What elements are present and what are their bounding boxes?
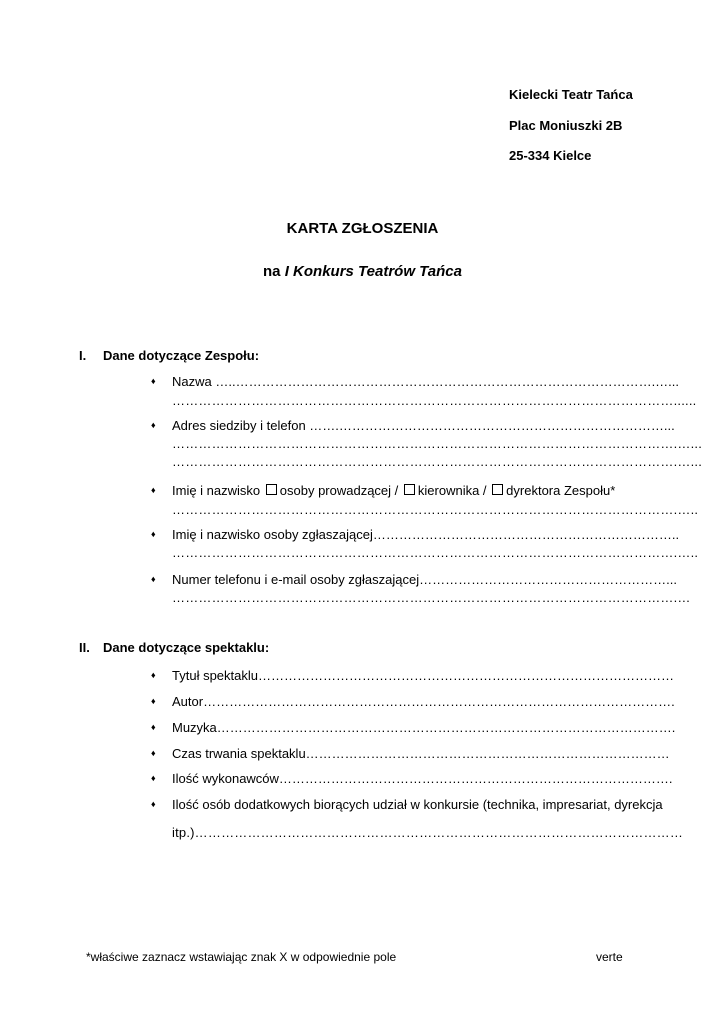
bullet-icon: ♦ bbox=[151, 574, 156, 584]
section-1-number: I. bbox=[79, 348, 87, 363]
field-adres-line-2[interactable]: …………………………………………………………………………………………………….…... bbox=[172, 436, 703, 451]
field-nazwa-line-2[interactable]: ……………………………………………………………………………………………………...... bbox=[172, 393, 697, 408]
bullet-icon: ♦ bbox=[151, 376, 156, 386]
field-telefon-email-line-2[interactable]: …………………………………………………………………………………………………….… bbox=[172, 590, 691, 605]
field-nazwa[interactable]: Nazwa …..…………………………………………………………………………………….…... bbox=[172, 374, 680, 389]
role-prowadzacy-label: osoby prowadzącej / bbox=[279, 483, 399, 498]
bullet-icon: ♦ bbox=[151, 529, 156, 539]
field-telefon-email[interactable]: Numer telefonu i e-mail osoby zgłaszającej…………………………………………………... bbox=[172, 572, 677, 587]
section-1-title: Dane dotyczące Zespołu: bbox=[103, 348, 260, 363]
field-autor[interactable]: Autor………………………………………………………………………………………………. bbox=[172, 694, 675, 709]
footnote: *właściwe zaznacz wstawiając znak X w odpowiednie pole bbox=[86, 950, 397, 964]
role-label: Imię i nazwisko bbox=[172, 483, 261, 498]
bullet-icon: ♦ bbox=[151, 773, 156, 783]
bullet-icon: ♦ bbox=[151, 799, 156, 809]
bullet-icon: ♦ bbox=[151, 670, 156, 680]
bullet-icon: ♦ bbox=[151, 420, 156, 430]
checkbox-prowadzacy[interactable] bbox=[266, 484, 277, 495]
field-osoby-dodatkowe: Ilość osób dodatkowych biorących udział w konkursie (technika, impresariat, dyrekcja bbox=[172, 797, 663, 812]
subtitle-prefix: na bbox=[263, 263, 285, 280]
address-line-2: Plac Moniuszki 2B bbox=[509, 118, 623, 133]
page-title: KARTA ZGŁOSZENIA bbox=[286, 220, 439, 237]
bullet-icon: ♦ bbox=[151, 748, 156, 758]
checkbox-dyrektor[interactable] bbox=[492, 484, 503, 495]
bullet-icon: ♦ bbox=[151, 722, 156, 732]
field-osoby-dodatkowe-line-2[interactable]: itp.)………………………………………………………………………………………………… bbox=[172, 825, 684, 840]
bullet-icon: ♦ bbox=[151, 485, 156, 495]
subtitle-contest-name: I Konkurs Teatrów Tańca bbox=[284, 263, 462, 280]
field-imie-nazwisko-role bbox=[172, 483, 640, 498]
field-tytul[interactable]: Tytuł spektaklu…………………………………………………………………………………… bbox=[172, 668, 674, 683]
role-dyrektor-label: dyrektora Zespołu* bbox=[506, 483, 616, 498]
verte-label: verte bbox=[596, 950, 623, 964]
field-zglaszajacy[interactable]: Imię i nazwisko osoby zgłaszającej…………………………………………………………….. bbox=[172, 527, 680, 542]
field-imie-nazwisko-line-2[interactable]: …………………………………………………………………………………………………….….. bbox=[172, 502, 699, 517]
field-zglaszajacy-line-2[interactable]: …………………………………………………………………………………………………….….. bbox=[172, 545, 699, 560]
field-ilosc-wykonawcow[interactable]: Ilość wykonawców………………………………………………………………………………. bbox=[172, 771, 673, 786]
address-line-1: Kielecki Teatr Tańca bbox=[509, 87, 633, 102]
field-czas-trwania[interactable]: Czas trwania spektaklu………………………………………………………………………… bbox=[172, 746, 670, 761]
section-2-title: Dane dotyczące spektaklu: bbox=[103, 640, 270, 655]
field-adres[interactable]: Adres siedziby i telefon …….…………………………………………………………………... bbox=[172, 418, 675, 433]
field-adres-line-3[interactable]: …………………………………………………………………………………………………….…... bbox=[172, 454, 703, 469]
page-subtitle bbox=[0, 263, 725, 280]
checkbox-kierownik[interactable] bbox=[404, 484, 415, 495]
section-2-number: II. bbox=[79, 640, 90, 655]
role-kierownik-label: kierownika / bbox=[417, 483, 487, 498]
bullet-icon: ♦ bbox=[151, 696, 156, 706]
field-muzyka[interactable]: Muzyka……………………………………………………………………………………………. bbox=[172, 720, 676, 735]
address-line-3: 25-334 Kielce bbox=[509, 148, 592, 163]
